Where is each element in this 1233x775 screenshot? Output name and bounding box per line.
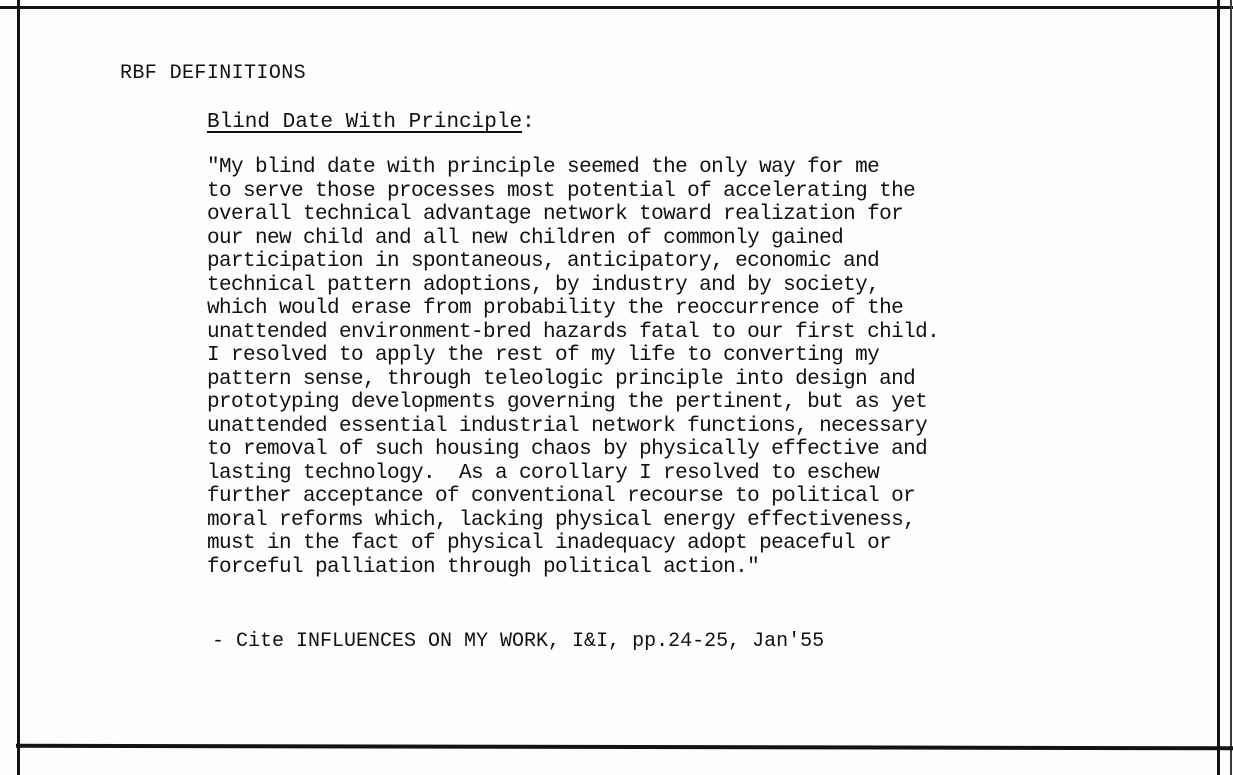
term-line	[207, 111, 535, 134]
term-title: Blind Date With Principle	[207, 111, 523, 134]
definition-quote: "My blind date with principle seemed the only way for me to serve those processes most potential of accelerating the overall technical advantage network toward realization for our new child and all new children of commonly gained participation in spontaneous, anticipatory, economic and technical pattern adoptions, by industry and by society, which would erase from probability the reoccurrence of the unattended environment-bred hazards fatal to our first child. I resolved to apply the rest of my life to converting my pattern sense, through teleologic principle into design and prototyping developments governing the pertinent, but as yet unattended essential industrial network functions, necessary to removal of such housing chaos by physically effective and lasting technology. As a corollary I resolved to eschew further acceptance of conventional recourse to political or moral reforms which, lacking physical energy effectiveness, must in the fact of physical inadequacy adopt peaceful or forceful palliation through political action."	[207, 156, 940, 579]
card-top-border	[0, 6, 1233, 9]
card-left-border	[17, 0, 20, 775]
card-bottom-border	[16, 744, 1233, 751]
card-right-border	[1217, 0, 1220, 775]
scan-edge-line	[1230, 0, 1232, 775]
card-heading: RBF DEFINITIONS	[120, 62, 307, 85]
citation: - Cite INFLUENCES ON MY WORK, I&I, pp.24-25, Jan'55	[212, 630, 825, 653]
term-colon: :	[522, 111, 535, 134]
